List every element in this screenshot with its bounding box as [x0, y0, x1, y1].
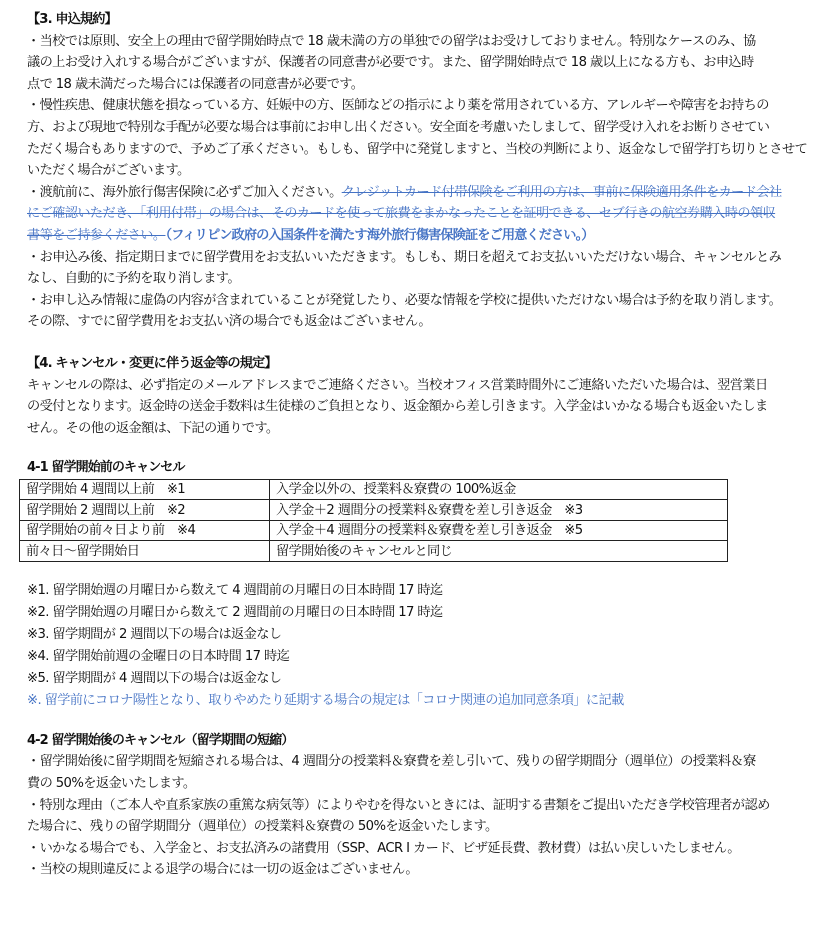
- text-line: ・留学開始後に留学期間を短縮される場合は、4 週間分の授業料＆寮費を差し引いて、残りの留学期間分（週単位）の授業料＆寮: [27, 754, 756, 770]
- text-line: なし、自動的に予約を取り消します。: [27, 271, 240, 287]
- footnote: ※5. 留学期間が 4 週間以下の場合は返金なし: [27, 670, 282, 686]
- table-row: [20, 520, 728, 541]
- table-cell-refund: 留学開始後のキャンセルと同じ: [270, 541, 728, 562]
- table-row: [20, 541, 728, 562]
- text-line: ・慢性疾患、健康状態を損なっている方、妊娠中の方、医師などの指示により薬を常用されている方、アレルギーや障害をお持ちの: [27, 98, 769, 114]
- section-3-para-age: [27, 31, 807, 96]
- text-line: た場合に、残りの留学期間分（週単位）の授業料＆寮費の 50%を返金いたします。: [27, 819, 498, 835]
- text-line: ・当校では原則、安全上の理由で留学開始時点で 18 歳未満の方の単独での留学はお受けしておりません。特別なケースのみ、協: [27, 33, 756, 49]
- text-line: いただく場合がございます。: [27, 163, 190, 179]
- text-line: 費の 50%を返金いたします。: [27, 776, 196, 792]
- footnote: ※4. 留学開始前週の金曜日の日本時間 17 時迄: [27, 648, 290, 664]
- subsection-4-1-title: 4-1 留学開始前のキャンセル: [27, 460, 185, 476]
- philippines-insurance-note: （フィリピン政府の入国条件を満たす海外旅行傷害保険証をご用意ください。）: [165, 227, 594, 243]
- subsection-4-2-body: [27, 751, 807, 881]
- section-3-para-insurance: [27, 182, 807, 247]
- subsection-4-2-title: 4-2 留学開始後のキャンセル（留学期間の短縮）: [27, 732, 294, 748]
- text-line: せん。その他の返金額は、下記の通りです。: [27, 420, 279, 436]
- text-line: 議の上お受け入れする場合がございますが、保護者の同意書が必要です。また、留学開始時点で 18 歳以上になる方も、お申込時: [27, 55, 754, 71]
- text-line: の受付となります。返金時の送金手数料は生徒様のご負担となり、返金額から差し引きます。入学金はいかなる場合も返金いたしま: [27, 399, 768, 415]
- text-line: [27, 225, 807, 247]
- spacer: [27, 562, 807, 580]
- text-line: [27, 182, 807, 204]
- section-3-para-false-info: [27, 290, 807, 333]
- section-3-title: 【3. 申込規約】: [27, 12, 117, 27]
- table-row: [20, 479, 728, 500]
- text-line: 方、および現地で特別な手配が必要な場合は事前にお申し出ください。安全面を考慮いたしまして、留学受け入れをお断りさせてい: [27, 119, 770, 135]
- footnote: ※1. 留学開始週の月曜日から数えて 4 週間前の月曜日の日本時間 17 時迄: [27, 582, 443, 598]
- section-3-para-health: [27, 95, 807, 181]
- spacer: [27, 439, 807, 457]
- text-line: ・特別な理由（ご本人や直系家族の重篤な病気等）によりやむを得ないときには、証明する書類をご提出いただき学校管理者が認め: [27, 797, 770, 813]
- struck-credit-card-text: にご確認いただき、「利用付帯」の場合は、そのカードを使って旅費をまかなったことを証明できる、セブ行きの航空券購入時の領収: [27, 206, 776, 222]
- text-line: ただく場合もありますので、予めご了承ください。もしも、留学中に発覚しますと、当校の判断により、返金なしで留学打ち切りとさせて: [27, 141, 808, 157]
- section-4-intro: [27, 375, 807, 440]
- text-line: ・当校の規則違反による退学の場合には一切の返金はございません。: [27, 862, 419, 878]
- footnote: ※2. 留学開始週の月曜日から数えて 2 週間前の月曜日の日本時間 17 時迄: [27, 604, 443, 620]
- table-cell-timing: 留学開始 2 週間以上前 ※2: [20, 500, 270, 521]
- text-line: ・いかなる場合でも、入学金と、お支払済みの諸費用（SSP、ACR I カード、ビザ延長費、教材費）は払い戻しいたしません。: [27, 840, 740, 856]
- table-cell-timing: 前々日～留学開始日: [20, 541, 270, 562]
- section-4-title: 【4. キャンセル・変更に伴う返金等の規定】: [27, 355, 277, 371]
- text-line: ・お申込み後、指定期日までに留学費用をお支払いいただきます。もしも、期日を超えてお支払いいただけない場合、キャンセルとみ: [27, 249, 782, 265]
- table-cell-refund: 入学金以外の、授業料＆寮費の 100%返金: [270, 479, 728, 500]
- text-line: 点で 18 歳未満だった場合には保護者の同意書が必要です。: [27, 76, 364, 92]
- insurance-required-text: ・渡航前に、海外旅行傷害保険に必ずご加入ください。: [27, 184, 342, 200]
- text-line: キャンセルの際は、必ず指定のメールアドレスまでご連絡ください。当校オフィス営業時間外にご連絡いただいた場合は、翌営業日: [27, 377, 768, 393]
- cancellation-table: [19, 479, 728, 562]
- struck-credit-card-text: 書等をご持参ください。: [27, 227, 166, 243]
- text-line: ・お申し込み情報に虚偽の内容が含まれていることが発覚したり、必要な情報を学校に提供いただけない場合は予約を取り消します。: [27, 292, 782, 308]
- footnote: ※3. 留学期間が 2 週間以下の場合は返金なし: [27, 626, 282, 642]
- spacer: [27, 712, 807, 730]
- table-cell-timing: 留学開始の前々日より前 ※4: [20, 520, 270, 541]
- covid-footnote: ※. 留学前にコロナ陽性となり、取りやめたり延期する場合の規定は「コロナ関連の追加同意条項」に記載: [27, 692, 624, 708]
- spacer: [27, 333, 807, 353]
- table-row: [20, 500, 728, 521]
- table-cell-refund: 入学金＋4 週間分の授業料＆寮費を差し引き返金 ※5: [270, 520, 728, 541]
- table-cell-refund: 入学金＋2 週間分の授業料＆寮費を差し引き返金 ※3: [270, 500, 728, 521]
- section-3-para-payment: [27, 247, 807, 290]
- text-line: その際、すでに留学費用をお支払い済の場合でも返金はございません。: [27, 314, 431, 330]
- struck-credit-card-text: クレジットカード付帯保険をご利用の方は、事前に保険適用条件をカード会社: [341, 184, 782, 200]
- footnotes: [27, 580, 807, 712]
- table-cell-timing: 留学開始 4 週間以上前 ※1: [20, 479, 270, 500]
